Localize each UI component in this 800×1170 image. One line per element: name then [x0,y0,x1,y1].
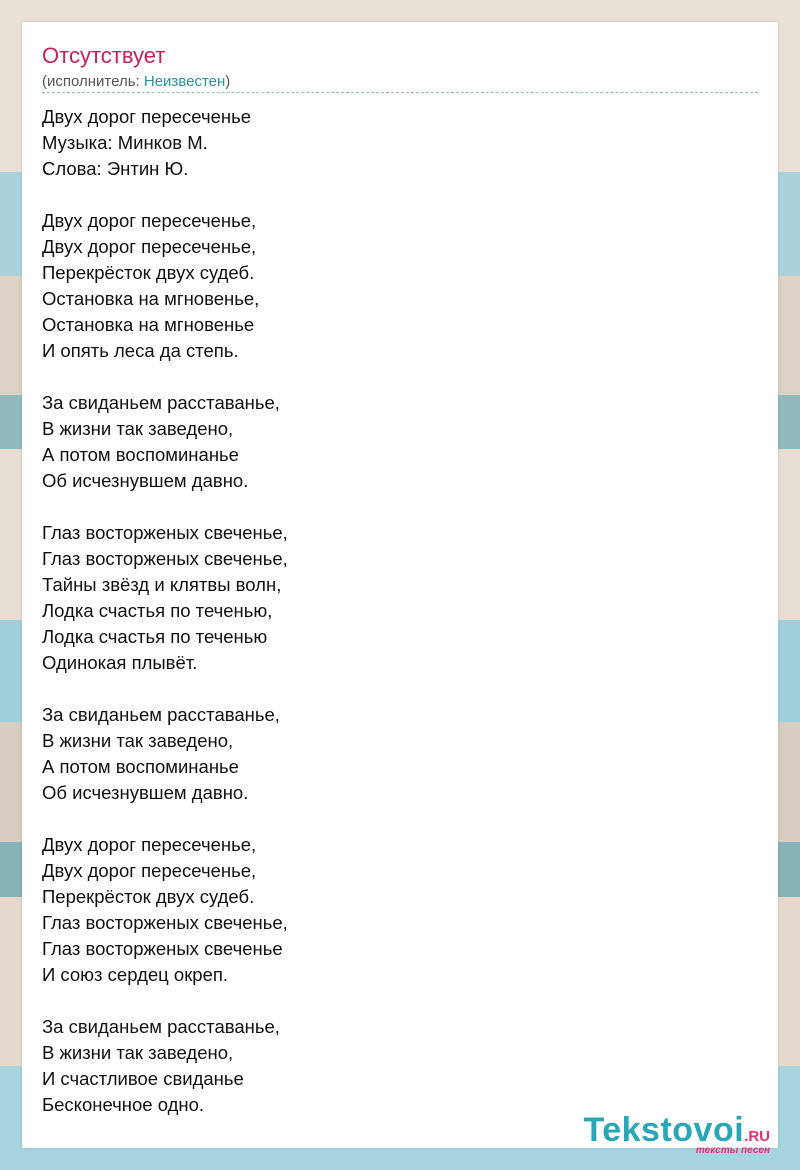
lyric-line: В жизни так заведено, [42,1042,234,1063]
lyric-line: За свиданьем расставанье, [42,392,280,413]
performer-line [42,73,230,90]
logo-name: Tekstovoi [583,1111,745,1149]
lyric-line: Двух дорог пересеченье [42,106,252,127]
lyric-line: Глаз восторженых свеченье, [42,912,288,933]
lyric-line: Остановка на мгновенье, [42,288,260,309]
lyric-line: Слова: Энтин Ю. [42,158,189,179]
lyric-line: В жизни так заведено, [42,730,234,751]
lyric-line: И счастливое свиданье [42,1068,244,1089]
lyric-line: Перекрёсток двух судеб. [42,886,255,907]
lyric-line: Об исчезнувшем давно. [42,782,249,803]
performer-link[interactable]: Неизвестен [143,73,226,90]
stanza-gap [42,494,758,520]
lyric-line: За свиданьем расставанье, [42,1016,280,1037]
lyric-line: Одинокая плывёт. [42,652,198,673]
lyrics-text [42,104,758,1118]
stanza-gap [42,806,758,832]
song-title: Отсутствует [42,43,166,68]
performer-prefix: (исполнитель: [42,73,144,90]
lyric-line: Лодка счастья по теченью, [42,600,273,621]
stanza-gap [42,182,758,208]
lyric-line: Бесконечное одно. [42,1094,205,1115]
lyric-line: Перекрёсток двух судеб. [42,262,255,283]
lyric-line: Лодка счастья по теченью [42,626,268,647]
lyric-line: Об исчезнувшем давно. [42,470,249,491]
lyric-line: В жизни так заведено, [42,418,234,439]
lyric-line: Двух дорог пересеченье, [42,834,257,855]
lyric-line: Двух дорог пересеченье, [42,210,257,231]
lyric-line: Глаз восторженых свеченье [42,938,283,959]
lyric-line: Двух дорог пересеченье, [42,860,257,881]
logo-domain: .RU [744,1128,770,1145]
lyric-line: Глаз восторженых свеченье, [42,548,288,569]
title-divider [42,92,758,93]
lyric-line: Глаз восторженых свеченье, [42,522,288,543]
lyrics-card [22,22,778,1148]
lyric-line: И союз сердец окреп. [42,964,229,985]
performer-suffix: ) [225,73,231,90]
lyric-line: Остановка на мгновенье [42,314,255,335]
lyric-line: Тайны звёзд и клятвы волн, [42,574,282,595]
stanza-gap [42,676,758,702]
logo-tagline: тексты песен [695,1145,770,1156]
lyric-line: Музыка: Минков М. [42,132,208,153]
lyric-line: А потом воспоминанье [42,756,239,777]
stanza-gap [42,364,758,390]
lyric-line: И опять леса да степь. [42,340,239,361]
lyric-line: Двух дорог пересеченье, [42,236,257,257]
stanza-gap [42,988,758,1014]
lyric-line: За свиданьем расставанье, [42,704,280,725]
lyric-line: А потом воспоминанье [42,444,239,465]
